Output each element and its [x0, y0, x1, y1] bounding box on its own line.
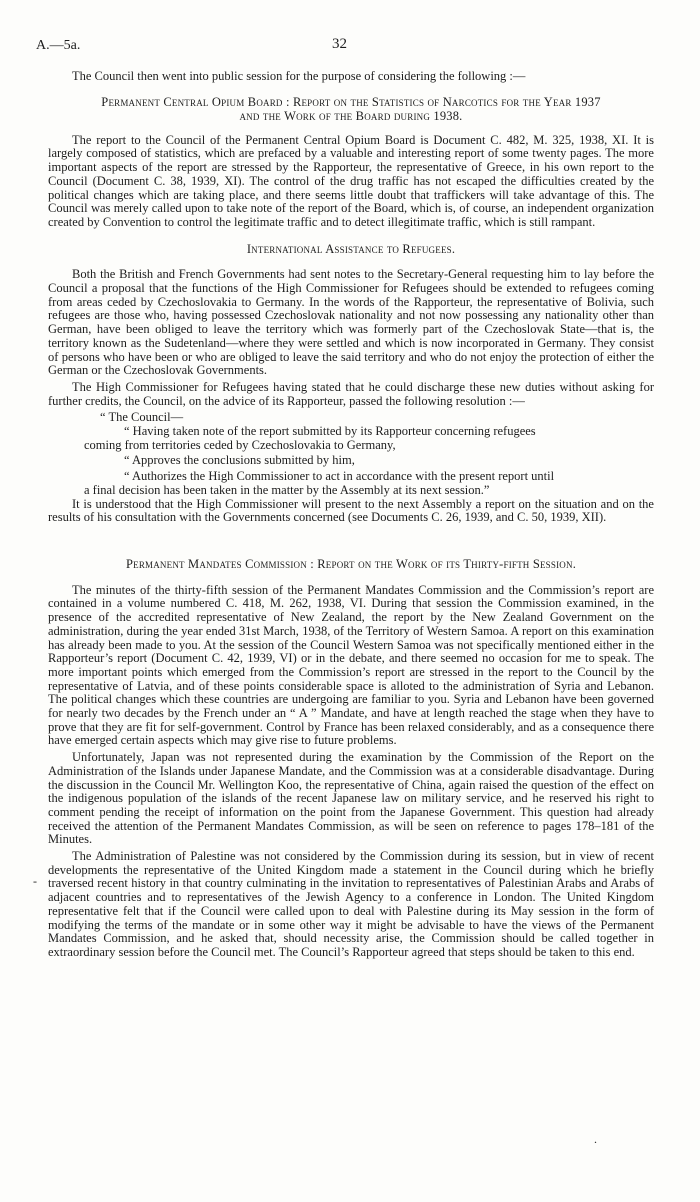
refugees-paragraph-2: The High Commissioner for Refugees having stated that he could discharge these new duties without asking for further credits, the Council, on the advice of its Rapporteur, passed the following resolution :—	[48, 379, 654, 408]
resolution-clause-authorizes: “ Authorizes the High Commissioner to act in accordance with the present report until	[124, 469, 555, 484]
resolution-clause-noting-cont: coming from territories ceded by Czechoslovakia to Germany,	[84, 437, 396, 452]
resolution-clause-approves: “ Approves the conclusions submitted by him,	[124, 453, 355, 468]
section-gap	[48, 528, 654, 558]
section-heading-opium-board	[48, 95, 654, 123]
page-number: 32	[332, 36, 347, 52]
resolution-opening: “ The Council—	[100, 410, 184, 425]
refugees-paragraph-1: Both the British and French Governments had sent notes to the Secretary-General requesting him to lay before the Council a proposal that the functions of the High Commissioner for Refugees should be extended to refugees coming from areas ceded by Czechoslovakia to Germany. In the words of the Rapporteur, the representative of Bolivia, such refugees are those who, having possessed Czechoslovak nationality and not now possessing any nationality other than German, have been obliged to leave the territory which was formerly part of the Czechoslovak State—that is, the territory known as the Sudetenland—where they were settled and which is now incorporated in Germany. They consist of persons who have been or who are obliged to leave the said territory and who do not enjoy the protection of either the German or the Czechoslovak Governments.	[48, 267, 654, 378]
resolution-clause-noting: “ Having taken note of the report submitted by its Rapporteur concerning refugees	[124, 424, 536, 439]
refugees-paragraph-3: It is understood that the High Commissioner will present to the next Assembly a report on the situation and on the results of his consultation with the Governments concerned (see Documents C. 26, 1939, and C. 50, 1939, XII).	[48, 496, 654, 525]
mandates-paragraph-2: Unfortunately, Japan was not represented during the examination by the Commission of the Report on the Administration of the Islands under Japanese Mandate, and the Commission was at a considerable disadvantage. During the discussion in the Council Mr. Wellington Koo, the representative of China, again raised the question of the effect on the indigenous population of the islands of the recent Japanese law on military service, and he reserved his right to comment pending the receipt of information on the point from the Japanese Government. This question had already received the attention of the Permanent Mandates Commission, as will be seen on reference to pages 178–181 of the Minutes.	[48, 750, 654, 847]
document-reference: A.—5a.	[36, 38, 81, 53]
mandates-paragraph-3: The Administration of Palestine was not considered by the Commission during its session, but in view of recent developments the representative of the United Kingdom made a statement in the Council during which he briefly traversed recent history in that country culminating in the invitation to representatives of Palestinian Arabs and Arabs of adjacent countries and to representatives of the Jewish Agency to a conference in London. The United Kingdom representative felt that if the Council were called upon to deal with Palestine during its May session in the form of modifying the terms of the mandate or in some other way it might be advisable to have the views of the Permanent Mandates Commission, and he asked that, should necessity arise, the Commission should be called together in extraordinary session before the Council met. The Council’s Rapporteur agreed that steps should be taken to this end.	[48, 849, 654, 959]
section-heading-mandates: Permanent Mandates Commission : Report on the Work of its Thirty-fifth Session.	[125, 556, 577, 571]
heading-line-1: Permanent Central Opium Board : Report on the Statistics of Narcotics for the Year 1937	[101, 94, 601, 109]
heading-line-2: and the Work of the Board during 1938.	[239, 108, 463, 123]
section-heading-refugees: International Assistance to Refugees.	[246, 241, 456, 256]
margin-dot-mark: .	[594, 1132, 597, 1146]
opium-board-paragraph: The report to the Council of the Permanent Central Opium Board is Document C. 482, M. 325, 1938, XI. It is largely composed of statistics, which are prefaced by a valuable and interesting report of some twenty pages. The more important aspects of the report are stressed by the Rapporteur, the representative of Greece, in his own report to the Council (Document C. 38, 1939, XI). The control of the drug traffic has not escaped the difficulties created by the political changes which are taking place, and there seems little doubt that traffickers will take advantage of this. The Council was merely called upon to take note of the report of the Board, which is, of course, an independent organization created by Convention to control the legitimate traffic and to detect illegitimate traffic, which is still rampant.	[48, 132, 654, 229]
resolution-clause-authorizes-cont: a final decision has been taken in the matter by the Assembly at its next session.”	[84, 482, 490, 497]
resolution-block	[48, 411, 654, 497]
margin-tick-mark: -	[33, 874, 37, 888]
page-body	[48, 70, 654, 963]
mandates-paragraph-1: The minutes of the thirty-fifth session of the Permanent Mandates Commission and the Commission’s report are contained in a volume numbered C. 418, M. 262, 1938, VI. During that session the Commission examined, in the presence of the accredited representative of New Zealand, the report by the New Zealand Government on the administration, during the year ended 31st March, 1938, of the Territory of Western Samoa. A report on this examination has already been made to you. At the session of the Council Western Samoa was not specifically mentioned either in the Rapporteur’s report (Document C. 42, 1939, VI) or in the debate, and there seemed no occasion for me to speak. The more important points which emerged from the Commission’s report are stressed in the report to the Council by the representative of Latvia, and of these points considerable space is alloted to the administration of Syria and Lebanon. The political changes which these countries are undergoing are familiar to you. Syria and Lebanon have been governed for nearly two decades by the French under an “ A ” Mandate, and have at length reached the stage when they have to prove that they are fit for self-government. Control by France has been relaxed considerably, and as a consequence there have emerged certain aspects which may give rise to future problems.	[48, 582, 654, 748]
intro-paragraph: The Council then went into public session for the purpose of considering the following :—	[72, 69, 526, 83]
